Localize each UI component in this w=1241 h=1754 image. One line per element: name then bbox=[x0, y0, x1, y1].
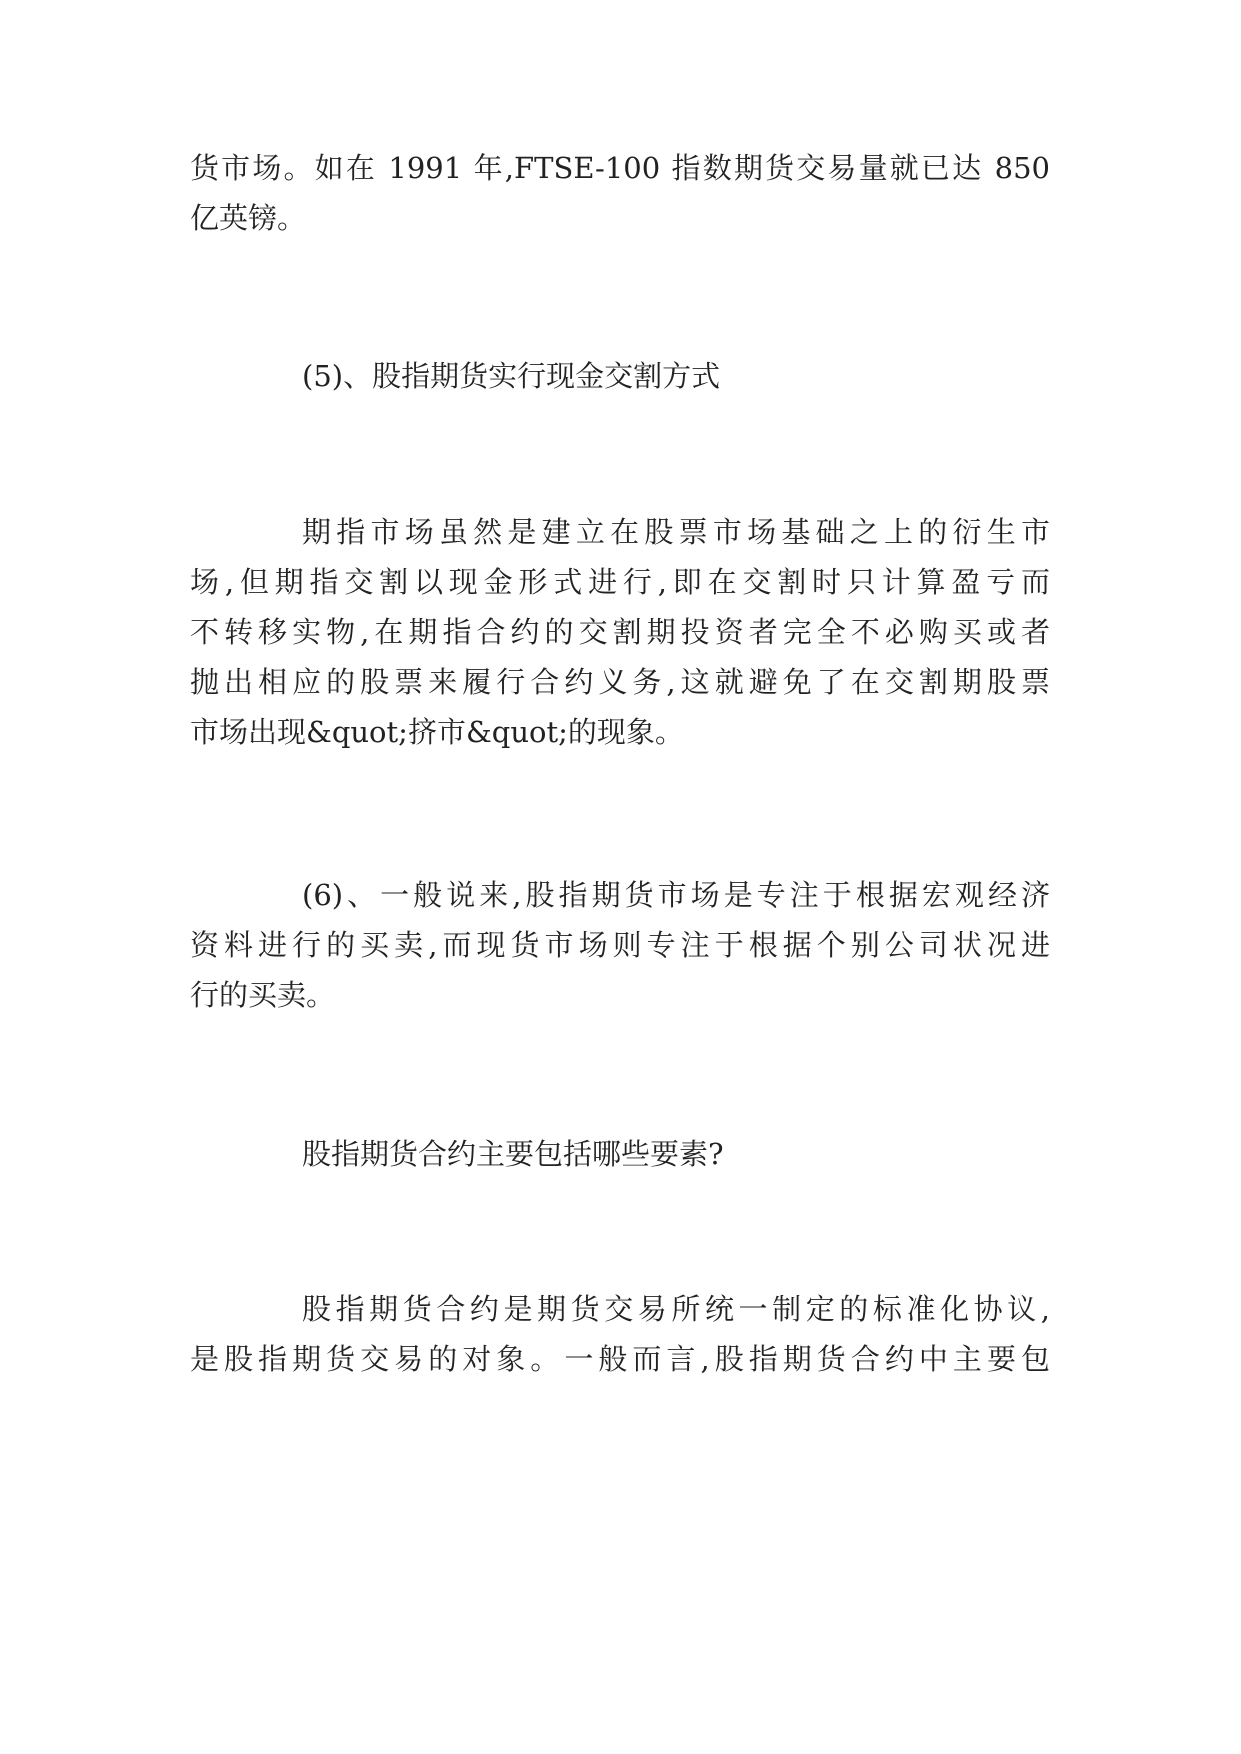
heading-text: (5)、股指期货实行现金交割方式 bbox=[302, 359, 721, 393]
text-line: 是股指期货交易的对象。一般而言,股指期货合约中主要包 bbox=[190, 1342, 1050, 1376]
paragraph-contract-elements bbox=[190, 1284, 1050, 1384]
heading-text: 股指期货合约主要包括哪些要素? bbox=[302, 1137, 724, 1171]
text-line: 期指市场虽然是建立在股票市场基础之上的衍生市 bbox=[302, 515, 1050, 549]
text-line: 资料进行的买卖,而现货市场则专注于根据个别公司状况进 bbox=[190, 928, 1050, 962]
question-heading bbox=[190, 1129, 1050, 1179]
section-heading-5 bbox=[190, 351, 1050, 401]
text-line: 场,但期指交割以现金形式进行,即在交割时只计算盈亏而 bbox=[190, 565, 1050, 599]
text-line: (6)、一般说来,股指期货市场是专注于根据宏观经济 bbox=[302, 878, 1050, 912]
text-line: 股指期货合约是期货交易所统一制定的标准化协议, bbox=[302, 1292, 1050, 1326]
text-line: 市场出现&quot;挤市&quot;的现象。 bbox=[190, 715, 684, 749]
text-line: 不转移实物,在期指合约的交割期投资者完全不必购买或者 bbox=[190, 615, 1050, 649]
text-line: 亿英镑。 bbox=[190, 201, 307, 235]
paragraph-cash-settlement bbox=[190, 507, 1050, 757]
paragraph-item-6 bbox=[190, 870, 1050, 1020]
text-line: 行的买卖。 bbox=[190, 978, 336, 1012]
paragraph-continuation bbox=[190, 143, 1050, 243]
text-line: 货市场。如在 1991 年,FTSE-100 指数期货交易量就已达 850 bbox=[190, 151, 1050, 185]
text-line: 抛出相应的股票来履行合约义务,这就避免了在交割期股票 bbox=[190, 665, 1050, 699]
